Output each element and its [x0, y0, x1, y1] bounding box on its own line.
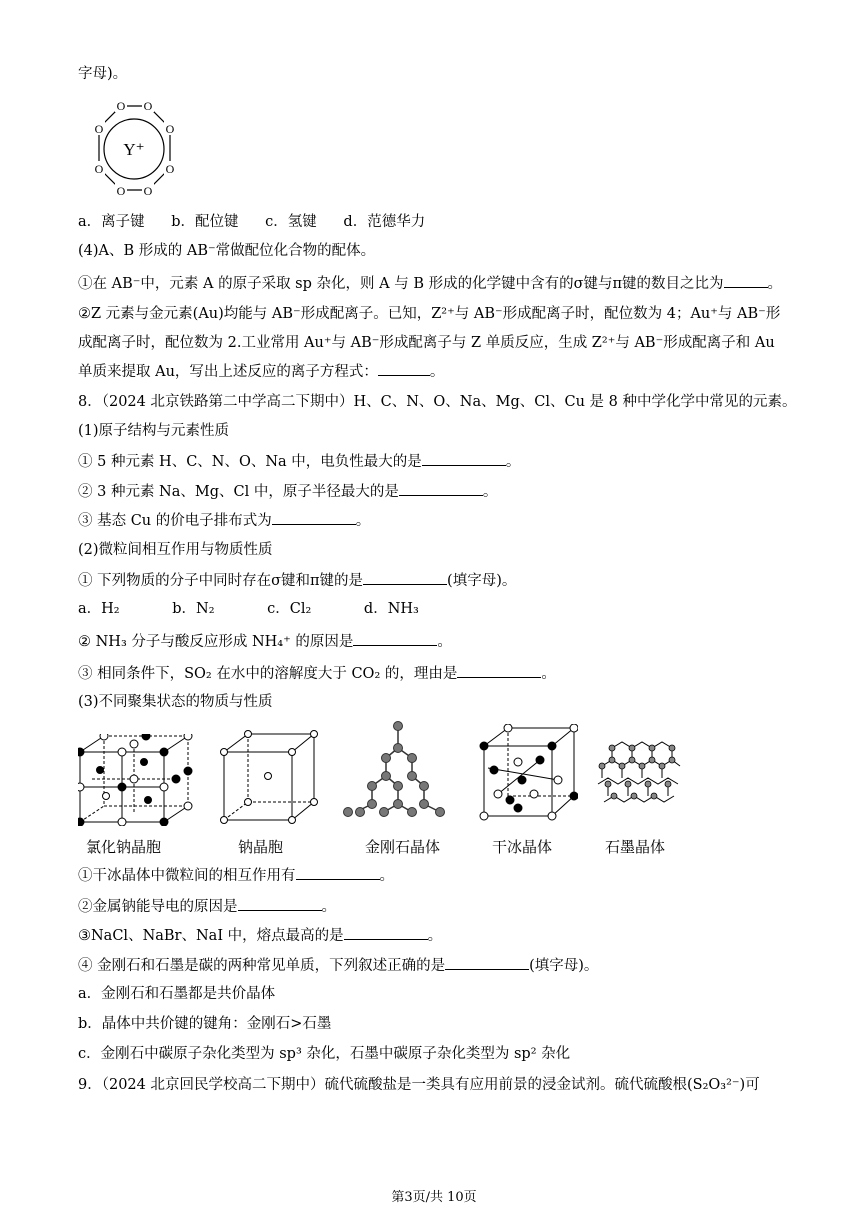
caption-sodium: 钠晶胞 [238, 838, 284, 856]
q8-1-1: ① 5 种元素 H、C、N、O、Na 中，电负性最大的是 。 [78, 451, 520, 472]
caption-dry-ice: 干冰晶体 [492, 838, 553, 856]
q8-1-3: ③ 基态 Cu 的价电子排布式为 。 [78, 510, 370, 531]
nacl-cell-figure [78, 734, 196, 826]
dry-ice-crystal-figure [478, 724, 578, 824]
crown-ether-figure [76, 94, 194, 204]
oxygen-label: O [94, 122, 104, 136]
q8-section-2: (2)微粒间相互作用与物质性质 [78, 542, 273, 558]
oxygen-label: O [116, 184, 126, 198]
q8-2-1: ① 下列物质的分子中同时存在σ键和π键的是 (填字母)。 [78, 570, 516, 591]
q8-2-options: a．H₂ b．N₂ c．Cl₂ d．NH₃ [78, 601, 419, 617]
cation-label: Y⁺ [123, 140, 145, 159]
q8-2-2: ② NH₃ 分子与酸反应形成 NH₄⁺ 的原因是 。 [78, 631, 452, 652]
continued-text: 字母)。 [78, 66, 128, 82]
q8-3-1: ①干冰晶体中微粒间的相互作用有 。 [78, 865, 394, 886]
oxygen-label: O [165, 162, 175, 176]
diamond-crystal-figure [342, 720, 450, 824]
q8-section-1: (1)原子结构与元素性质 [78, 423, 230, 439]
q8-3-4-option-b: b．晶体中共价键的键角：金刚石>石墨 [78, 1016, 332, 1032]
caption-nacl: 氯化钠晶胞 [86, 838, 162, 856]
q8-head: 8．（2024 北京铁路第二中学高二下期中）H、C、N、O、Na、Mg、Cl、Cu 是 8 种中学化学中常见的元素。 [78, 394, 797, 410]
q8-3-4-option-a: a．金刚石和石墨都是共价晶体 [78, 986, 276, 1002]
sodium-cell-figure [218, 730, 318, 826]
oxygen-label: O [143, 184, 153, 198]
q8-1-2: ② 3 种元素 Na、Mg、Cl 中，原子半径最大的是 。 [78, 481, 497, 502]
graphite-crystal-figure [592, 738, 686, 818]
q8-3-4-option-c: c．金刚石中碳原子杂化类型为 sp³ 杂化，石墨中碳原子杂化类型为 sp² 杂化 [78, 1046, 571, 1062]
q8-section-3: (3)不同聚集状态的物质与性质 [78, 694, 273, 710]
q7-4-p2-line2: 成配离子时，配位数为 2.工业常用 Au⁺与 AB⁻形成配离子与 Z 单质反应，生成 Z²⁺与 AB⁻形成配离子和 Au [78, 335, 775, 351]
oxygen-label: O [165, 122, 175, 136]
q8-3-2: ②金属钠能导电的原因是 。 [78, 896, 336, 917]
q7-4-p1: ①在 AB⁻中，元素 A 的原子采取 sp 杂化，则 A 与 B 形成的化学键中含有的σ键与π键的数目之比为 。 [78, 273, 782, 294]
oxygen-label: O [116, 99, 126, 113]
q8-3-3: ③NaCl、NaBr、NaI 中，熔点最高的是 。 [78, 925, 442, 946]
q7-4-head: (4)A、B 形成的 AB⁻常做配位化合物的配体。 [78, 243, 376, 259]
q9-head: 9．（2024 北京回民学校高二下期中）硫代硫酸盐是一类具有应用前景的浸金试剂。硫代硫酸根(S₂O₃²⁻)可 [78, 1077, 760, 1093]
q7-4-p2-line3: 单质来提取 Au，写出上述反应的离子方程式： 。 [78, 361, 444, 382]
q8-2-3: ③ 相同条件下，SO₂ 在水中的溶解度大于 CO₂ 的，理由是 。 [78, 663, 556, 684]
q7-4-p2-line1: ②Z 元素与金元素(Au)均能与 AB⁻形成配离子。已知，Z²⁺与 AB⁻形成配离子时，配位数为 4；Au⁺与 AB⁻形 [78, 306, 781, 322]
caption-diamond: 金刚石晶体 [365, 838, 441, 856]
oxygen-label: O [143, 99, 153, 113]
oxygen-label: O [94, 162, 104, 176]
q7-3-options: a．离子键 b．配位键 c．氢键 d．范德华力 [78, 214, 426, 230]
page-footer: 第3页/共 10页 [391, 1190, 477, 1205]
q8-3-4: ④ 金刚石和石墨是碳的两种常见单质，下列叙述正确的是 (填字母)。 [78, 955, 598, 976]
caption-graphite: 石墨晶体 [605, 838, 666, 856]
